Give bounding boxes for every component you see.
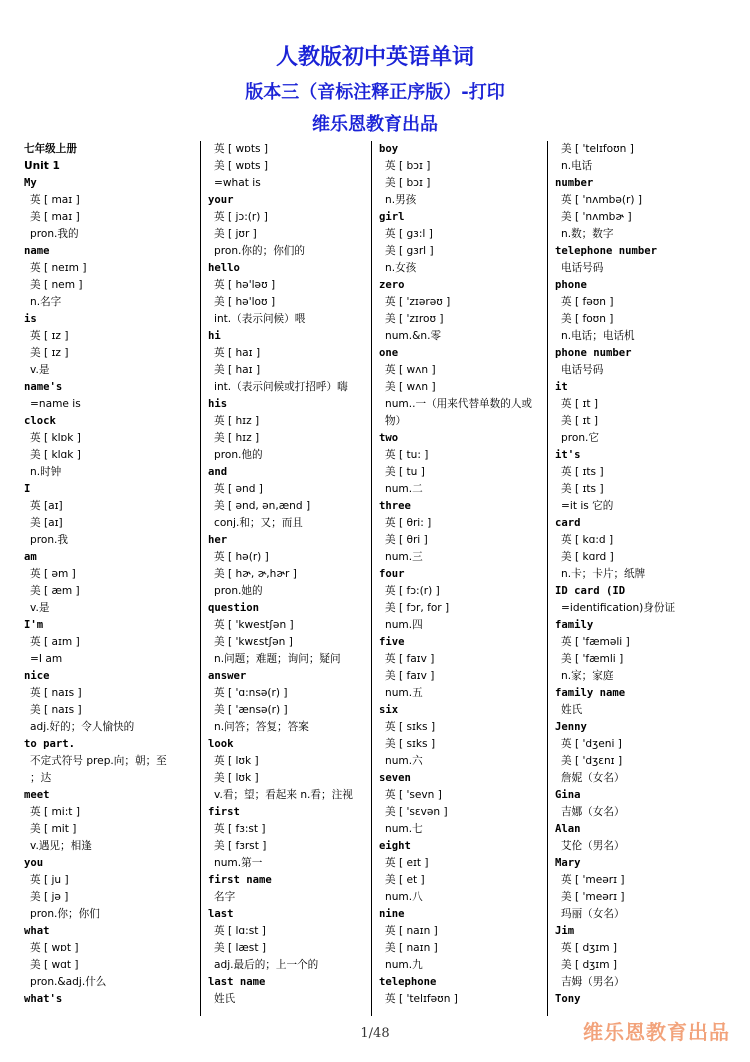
entry-detail: 吉姆（男名） — [561, 976, 625, 988]
entry-detail: 英 [ mi:t ] — [30, 806, 80, 818]
headword: and — [208, 466, 228, 478]
entry-detail: n.问答；答复；答案 — [214, 721, 309, 733]
section-heading: 七年级上册 — [24, 143, 77, 155]
entry-detail: v.看；望；看起来 n.看；注视 — [214, 789, 353, 801]
column-4 — [547, 141, 735, 1016]
headword: three — [379, 500, 411, 512]
headword: is — [24, 313, 37, 325]
entry-detail: 美 [ dʒɪm ] — [561, 959, 618, 971]
headword: zero — [379, 279, 405, 291]
entry-detail: 美 [ bɔɪ ] — [385, 177, 431, 189]
entry-detail: adj.最后的；上一个的 — [214, 959, 319, 971]
entry-detail: num.七 — [385, 823, 423, 835]
headword: girl — [379, 211, 405, 223]
entry-detail: 艾伦（男名） — [561, 840, 625, 852]
entry-detail: 姓氏 — [214, 993, 236, 1005]
entry-detail: 英 [ tu: ] — [385, 449, 429, 461]
headword: her — [208, 534, 228, 546]
entry-detail: n.男孩 — [385, 194, 417, 206]
word-list-columns — [22, 141, 734, 1016]
entry-detail: 美 [ 'fæmli ] — [561, 653, 624, 665]
page-header — [0, 42, 750, 138]
entry-detail: 英 [ 'fæməli ] — [561, 636, 630, 648]
entry-detail: 英 [ θri: ] — [385, 517, 432, 529]
entry-detail: n.问题；难题；询问；疑问 — [214, 653, 341, 665]
entry-detail: 美 [ fɔr, for ] — [385, 602, 450, 614]
entry-detail: 英 [ neɪm ] — [30, 262, 87, 274]
entry-detail: conj.和；又；而且 — [214, 517, 303, 529]
headword: six — [379, 704, 399, 716]
entry-detail: num.第一 — [214, 857, 263, 869]
entry-detail: ；达 — [30, 772, 52, 784]
entry-detail: 美 [ wɑt ] — [30, 959, 79, 971]
headword: four — [379, 568, 405, 580]
entry-detail: num.九 — [385, 959, 423, 971]
headword: answer — [208, 670, 247, 682]
entry-detail: 英 [ 'kwestʃən ] — [214, 619, 294, 631]
headword: telephone — [379, 976, 437, 988]
entry-detail: 英 [ fɜ:st ] — [214, 823, 266, 835]
headword: phone — [555, 279, 587, 291]
entry-detail: 英 [ bɔɪ ] — [385, 160, 431, 172]
headword: card — [555, 517, 581, 529]
headword: Jenny — [555, 721, 587, 733]
entry-detail: 美 [ 'meərɪ ] — [561, 891, 625, 903]
entry-detail: 不定式符号 prep.向；朝；至 — [30, 755, 167, 767]
publisher-line: 维乐恩教育出品 — [312, 114, 438, 135]
entry-detail: 英 [ klɒk ] — [30, 432, 81, 444]
headword: first name — [208, 874, 272, 886]
entry-detail: n.家；家庭 — [561, 670, 614, 682]
headword: five — [379, 636, 405, 648]
headword: look — [208, 738, 234, 750]
entry-detail: num.二 — [385, 483, 423, 495]
column-3 — [371, 141, 547, 1016]
entry-detail: 美 [ hə'loʊ ] — [214, 296, 276, 308]
headword: phone number — [555, 347, 632, 359]
headword: family — [555, 619, 594, 631]
headword: to part. — [24, 738, 76, 750]
entry-detail: 英 [ ɪz ] — [30, 330, 69, 342]
entry-detail: 美 [ tu ] — [385, 466, 425, 478]
document-subtitle: 版本三（音标注释正序版）-打印 — [245, 82, 505, 103]
entry-detail: 英 [ 'dʒeni ] — [561, 738, 622, 750]
entry-detail: 美 [ lʊk ] — [214, 772, 259, 784]
entry-detail: 美 [ haɪ ] — [214, 364, 261, 376]
page-number: 1/48 — [360, 1026, 390, 1041]
headword: telephone number — [555, 245, 658, 257]
headword: last name — [208, 976, 266, 988]
entry-detail: 英 [ aɪm ] — [30, 636, 80, 648]
entry-detail: 美 [ naɪs ] — [30, 704, 82, 716]
headword: clock — [24, 415, 56, 427]
entry-detail: n.时钟 — [30, 466, 62, 478]
entry-detail: 美 [ klɑk ] — [30, 449, 81, 461]
entry-detail: =name is — [30, 398, 81, 410]
entry-detail: 英 [ sɪks ] — [385, 721, 436, 733]
entry-detail: n.卡；卡片；纸牌 — [561, 568, 646, 580]
entry-detail: pron.她的 — [214, 585, 263, 597]
entry-detail: 英 [ dʒɪm ] — [561, 942, 618, 954]
headword: Gina — [555, 789, 581, 801]
column-1 — [22, 141, 190, 1016]
headword: his — [208, 398, 228, 410]
headword: last — [208, 908, 234, 920]
entry-detail: 英 [ 'sevn ] — [385, 789, 442, 801]
entry-detail: 英 [ faɪv ] — [385, 653, 435, 665]
entry-detail: num.&n.零 — [385, 330, 442, 342]
entry-detail: 吉娜（女名） — [561, 806, 625, 818]
headword: Tony — [555, 993, 581, 1005]
entry-detail: 美 [ ənd, ən,ænd ] — [214, 500, 311, 512]
headword: seven — [379, 772, 411, 784]
headword: boy — [379, 143, 399, 155]
entry-detail: 美 [ 'sɛvən ] — [385, 806, 448, 818]
entry-detail: num.六 — [385, 755, 423, 767]
entry-detail: v.是 — [30, 602, 50, 614]
entry-detail: 美 [ æm ] — [30, 585, 80, 597]
entry-detail: 名字 — [214, 891, 236, 903]
entry-detail: 英 [ haɪ ] — [214, 347, 261, 359]
entry-detail: pron.你；你们 — [30, 908, 100, 920]
headword: it's — [555, 449, 581, 461]
entry-detail: 英 [ ənd ] — [214, 483, 263, 495]
entry-detail: pron.他的 — [214, 449, 263, 461]
entry-detail: 美 [ 'kwɛstʃən ] — [214, 636, 293, 648]
entry-detail: 英 [aɪ] — [30, 500, 63, 512]
section-heading: Unit 1 — [24, 160, 60, 172]
headword: nine — [379, 908, 405, 920]
entry-detail: 英 [ 'zɪərəʊ ] — [385, 296, 451, 308]
entry-detail: 英 [ naɪn ] — [385, 925, 438, 937]
headword: your — [208, 194, 234, 206]
entry-detail: 电话号码 — [561, 364, 604, 376]
entry-detail: num.五 — [385, 687, 423, 699]
entry-detail: num.三 — [385, 551, 423, 563]
entry-detail: n.电话 — [561, 160, 593, 172]
entry-detail: int.（表示问候）喂 — [214, 313, 306, 325]
entry-detail: num.四 — [385, 619, 423, 631]
entry-detail: 美 [ 'telɪfoʊn ] — [561, 143, 634, 155]
entry-detail: 美 [ sɪks ] — [385, 738, 436, 750]
entry-detail: 英 [ wɒts ] — [214, 143, 269, 155]
headword: name's — [24, 381, 63, 393]
entry-detail: adj.好的；令人愉快的 — [30, 721, 135, 733]
entry-detail: 英 [ ɪt ] — [561, 398, 599, 410]
entry-detail: 英 [ 'nʌmbə(r) ] — [561, 194, 643, 206]
headword: name — [24, 245, 50, 257]
headword: what's — [24, 993, 63, 1005]
entry-detail: 英 [ lɑ:st ] — [214, 925, 266, 937]
entry-detail: n.女孩 — [385, 262, 417, 274]
headword: am — [24, 551, 37, 563]
headword: My — [24, 177, 37, 189]
entry-detail: 美 [ jə ] — [30, 891, 69, 903]
entry-detail: 美 [ fɜrst ] — [214, 840, 267, 852]
entry-detail: 英 [ wʌn ] — [385, 364, 436, 376]
headword: Jim — [555, 925, 575, 937]
entry-detail: pron.我的 — [30, 228, 79, 240]
entry-detail: 美 [ mit ] — [30, 823, 77, 835]
entry-detail: pron.你的；你们的 — [214, 245, 305, 257]
entry-detail: 英 [ əm ] — [30, 568, 76, 580]
entry-detail: 美 [ hɪz ] — [214, 432, 260, 444]
entry-detail: 詹妮（女名） — [561, 772, 625, 784]
entry-detail: num.八 — [385, 891, 423, 903]
entry-detail: 英 [ maɪ ] — [30, 194, 80, 206]
entry-detail: 美 [ 'zɪroʊ ] — [385, 313, 444, 325]
entry-detail: 美 [ foʊn ] — [561, 313, 614, 325]
headword: first — [208, 806, 240, 818]
headword: I'm — [24, 619, 44, 631]
headword: I — [24, 483, 31, 495]
headword: hi — [208, 330, 221, 342]
watermark-logo: 维乐恩教育出品 — [583, 1020, 730, 1044]
entry-detail: 英 [ 'ɑ:nsə(r) ] — [214, 687, 288, 699]
entry-detail: =I am — [30, 653, 63, 665]
entry-detail: 英 [ eɪt ] — [385, 857, 429, 869]
entry-detail: 美 [ et ] — [385, 874, 425, 886]
column-2 — [200, 141, 371, 1016]
headword: what — [24, 925, 50, 937]
entry-detail: 英 [ gɜ:l ] — [385, 228, 433, 240]
headword: number — [555, 177, 594, 189]
entry-detail: 美 [ wʌn ] — [385, 381, 436, 393]
entry-detail: 美 [ læst ] — [214, 942, 266, 954]
entry-detail: 英 [ naɪs ] — [30, 687, 82, 699]
entry-detail: 美 [ hɚ, ɚ,hɚr ] — [214, 568, 297, 580]
entry-detail: 美 [ 'dʒɛnɪ ] — [561, 755, 623, 767]
entry-detail: 美 [ naɪn ] — [385, 942, 438, 954]
entry-detail: 美 [ 'nʌmbɚ ] — [561, 211, 632, 223]
entry-detail: n.电话；电话机 — [561, 330, 635, 342]
headword: two — [379, 432, 399, 444]
entry-detail: 美 [aɪ] — [30, 517, 63, 529]
entry-detail: 英 [ ju ] — [30, 874, 69, 886]
entry-detail: 美 [ ɪz ] — [30, 347, 69, 359]
entry-detail: 美 [ gɜrl ] — [385, 245, 434, 257]
entry-detail: 英 [ hɪz ] — [214, 415, 260, 427]
entry-detail: 玛丽（女名） — [561, 908, 625, 920]
entry-detail: pron.我 — [30, 534, 69, 546]
entry-detail: 美 [ maɪ ] — [30, 211, 80, 223]
entry-detail: 美 [ jʊr ] — [214, 228, 257, 240]
entry-detail: 美 [ θri ] — [385, 534, 428, 546]
headword: it — [555, 381, 568, 393]
entry-detail: 英 [ jɔ:(r) ] — [214, 211, 268, 223]
headword: one — [379, 347, 399, 359]
entry-detail: 英 [ hə(r) ] — [214, 551, 269, 563]
entry-detail: 英 [ wɒt ] — [30, 942, 79, 954]
entry-detail: 姓氏 — [561, 704, 583, 716]
entry-detail: 英 [ kɑ:d ] — [561, 534, 614, 546]
entry-detail: 美 [ ɪt ] — [561, 415, 599, 427]
entry-detail: 英 [ lʊk ] — [214, 755, 259, 767]
entry-detail: n.数；数字 — [561, 228, 614, 240]
headword: family name — [555, 687, 626, 699]
entry-detail: 美 [ wɒts ] — [214, 160, 269, 172]
entry-detail: pron.它 — [561, 432, 600, 444]
headword: nice — [24, 670, 50, 682]
headword: question — [208, 602, 260, 614]
entry-detail: num..一（用来代替单数的人或物） — [385, 398, 533, 427]
headword: ID card (ID — [555, 585, 626, 597]
headword: meet — [24, 789, 50, 801]
headword: eight — [379, 840, 411, 852]
entry-detail: 英 [ 'meərɪ ] — [561, 874, 625, 886]
headword: you — [24, 857, 44, 869]
entry-detail: 美 [ 'ænsə(r) ] — [214, 704, 288, 716]
entry-detail: int.（表示问候或打招呼）嗨 — [214, 381, 348, 393]
entry-detail: 美 [ kɑrd ] — [561, 551, 614, 563]
entry-detail: 英 [ hə'ləʊ ] — [214, 279, 276, 291]
entry-detail: pron.&adj.什么 — [30, 976, 107, 988]
entry-detail: n.名字 — [30, 296, 62, 308]
headword: Alan — [555, 823, 581, 835]
entry-detail: 美 [ ɪts ] — [561, 483, 604, 495]
entry-detail: 英 [ fɔ:(r) ] — [385, 585, 440, 597]
headword: Mary — [555, 857, 581, 869]
entry-detail: 英 [ fəʊn ] — [561, 296, 614, 308]
entry-detail: =it is 它的 — [561, 500, 614, 512]
entry-detail: 美 [ faɪv ] — [385, 670, 435, 682]
entry-detail: =what is — [214, 177, 261, 189]
entry-detail: 英 [ 'telɪfəʊn ] — [385, 993, 458, 1005]
headword: hello — [208, 262, 240, 274]
entry-detail: =identification)身份证 — [561, 602, 676, 614]
entry-detail: 美 [ nem ] — [30, 279, 83, 291]
entry-detail: 英 [ ɪts ] — [561, 466, 604, 478]
document-title: 人教版初中英语单词 — [275, 45, 474, 70]
entry-detail: v.遇见；相逢 — [30, 840, 92, 852]
entry-detail: 电话号码 — [561, 262, 604, 274]
entry-detail: v.是 — [30, 364, 50, 376]
